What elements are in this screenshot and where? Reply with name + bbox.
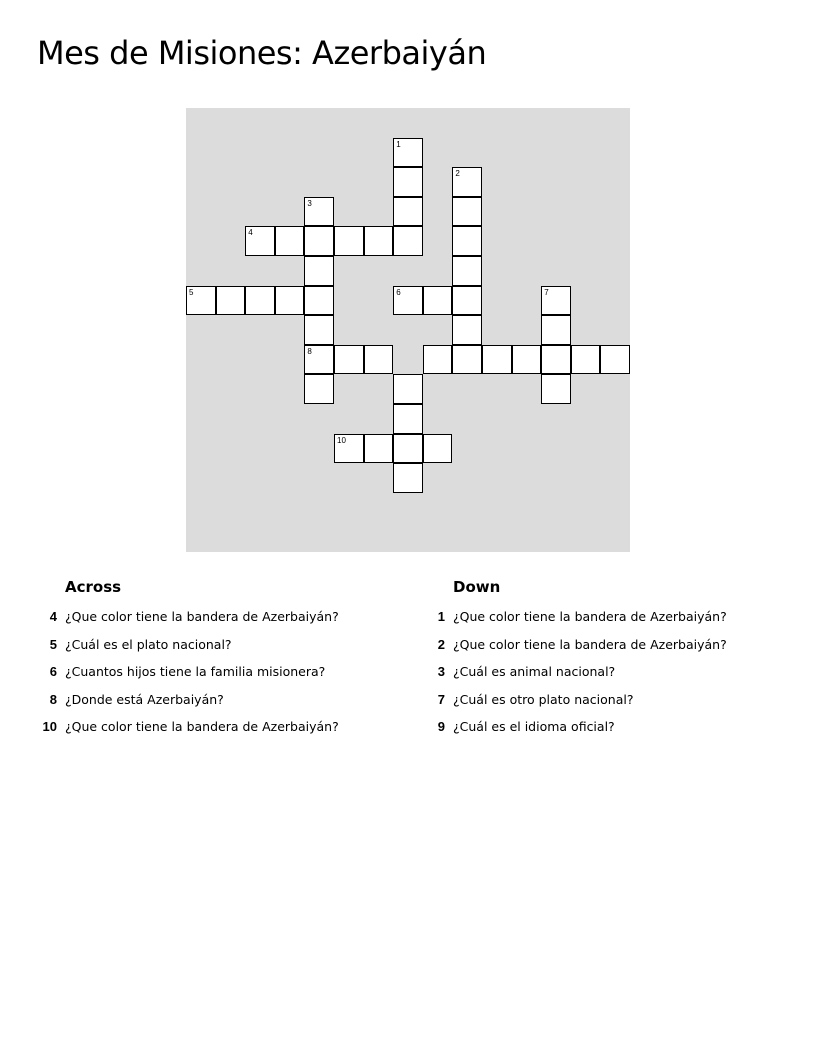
cell-number: 8 (307, 346, 312, 356)
clue-number: 3 (437, 664, 445, 679)
crossword-grid (186, 108, 630, 552)
clue-number: 4 (49, 609, 57, 624)
cell-number: 5 (189, 287, 194, 297)
cell-number: 6 (396, 287, 401, 297)
clue-text: ¿Cuál es el idioma oficial? (453, 719, 615, 734)
grid-cell[interactable] (452, 226, 482, 256)
grid-cell[interactable] (364, 434, 394, 464)
grid-cell[interactable] (482, 345, 512, 375)
cell-number: 4 (248, 228, 253, 238)
grid-cell[interactable] (393, 434, 423, 464)
clue-row (30, 692, 410, 720)
grid-cell[interactable] (334, 434, 364, 464)
cell-number: 3 (307, 198, 312, 208)
grid-cell[interactable] (304, 374, 334, 404)
grid-cell[interactable] (541, 286, 571, 316)
grid-cell[interactable] (541, 374, 571, 404)
grid-cell[interactable] (452, 286, 482, 316)
grid-cell[interactable] (245, 286, 275, 316)
clue-row (30, 637, 410, 665)
grid-cell[interactable] (393, 286, 423, 316)
grid-cell[interactable] (186, 286, 216, 316)
grid-cell[interactable] (541, 345, 571, 375)
page-title: Mes de Misiones: Azerbaiyán (37, 34, 487, 72)
grid-cell[interactable] (304, 256, 334, 286)
grid-cell[interactable] (423, 434, 453, 464)
grid-cell[interactable] (452, 256, 482, 286)
grid-cell[interactable] (304, 286, 334, 316)
clue-row (418, 609, 798, 637)
grid-cell[interactable] (334, 345, 364, 375)
grid-cell[interactable] (452, 315, 482, 345)
grid-cell[interactable] (245, 226, 275, 256)
across-heading: Across (65, 578, 122, 596)
grid-cell[interactable] (364, 345, 394, 375)
clue-text: ¿Que color tiene la bandera de Azerbaiyán? (65, 609, 339, 624)
grid-cell[interactable] (393, 374, 423, 404)
grid-cell[interactable] (393, 463, 423, 493)
clue-row (30, 609, 410, 637)
grid-cell[interactable] (393, 197, 423, 227)
clue-number: 9 (437, 719, 445, 734)
grid-cell[interactable] (364, 226, 394, 256)
clue-text: ¿Cuál es animal nacional? (453, 664, 616, 679)
cell-number: 2 (455, 169, 460, 179)
down-heading: Down (453, 578, 501, 596)
grid-cell[interactable] (393, 167, 423, 197)
clue-row (30, 719, 410, 747)
clue-number: 6 (49, 664, 57, 679)
across-clues (30, 578, 410, 747)
grid-cell[interactable] (571, 345, 601, 375)
grid-cell[interactable] (541, 315, 571, 345)
grid-cell[interactable] (423, 286, 453, 316)
grid-cell[interactable] (512, 345, 542, 375)
grid-cell[interactable] (275, 226, 305, 256)
clue-text: ¿Cuál es otro plato nacional? (453, 691, 634, 707)
clue-text: ¿Donde está Azerbaiyán? (65, 691, 224, 707)
grid-cell[interactable] (304, 226, 334, 256)
grid-cell[interactable] (600, 345, 630, 375)
clue-text: ¿Que color tiene la bandera de Azerbaiyán? (453, 609, 727, 624)
down-clues (418, 578, 798, 747)
clue-row (418, 664, 798, 692)
grid-cell[interactable] (393, 404, 423, 434)
grid-cell[interactable] (452, 197, 482, 227)
cell-number: 1 (396, 139, 401, 149)
clue-row (418, 692, 798, 720)
clue-number: 2 (437, 636, 445, 652)
clue-number: 10 (42, 719, 57, 734)
clue-number: 1 (437, 609, 445, 624)
grid-cell[interactable] (393, 138, 423, 168)
clue-number: 7 (437, 691, 445, 707)
grid-cell[interactable] (334, 226, 364, 256)
grid-cell[interactable] (423, 345, 453, 375)
grid-cell[interactable] (304, 197, 334, 227)
clue-text: ¿Que color tiene la bandera de Azerbaiyán? (453, 636, 727, 652)
grid-cell[interactable] (304, 345, 334, 375)
clue-text: ¿Cuantos hijos tiene la familia misionera? (65, 664, 326, 679)
grid-cell[interactable] (304, 315, 334, 345)
clue-text: ¿Que color tiene la bandera de Azerbaiyán? (65, 719, 339, 734)
clue-number: 5 (49, 636, 57, 652)
clue-row (30, 664, 410, 692)
grid-cell[interactable] (452, 167, 482, 197)
clue-number: 8 (49, 691, 57, 707)
grid-cell[interactable] (216, 286, 246, 316)
grid-cell[interactable] (393, 226, 423, 256)
clue-row (418, 719, 798, 747)
cell-number: 7 (544, 287, 549, 297)
clue-text: ¿Cuál es el plato nacional? (65, 636, 232, 652)
grid-cell[interactable] (275, 286, 305, 316)
clue-row (418, 637, 798, 665)
grid-cell[interactable] (452, 345, 482, 375)
cell-number: 10 (337, 435, 346, 445)
